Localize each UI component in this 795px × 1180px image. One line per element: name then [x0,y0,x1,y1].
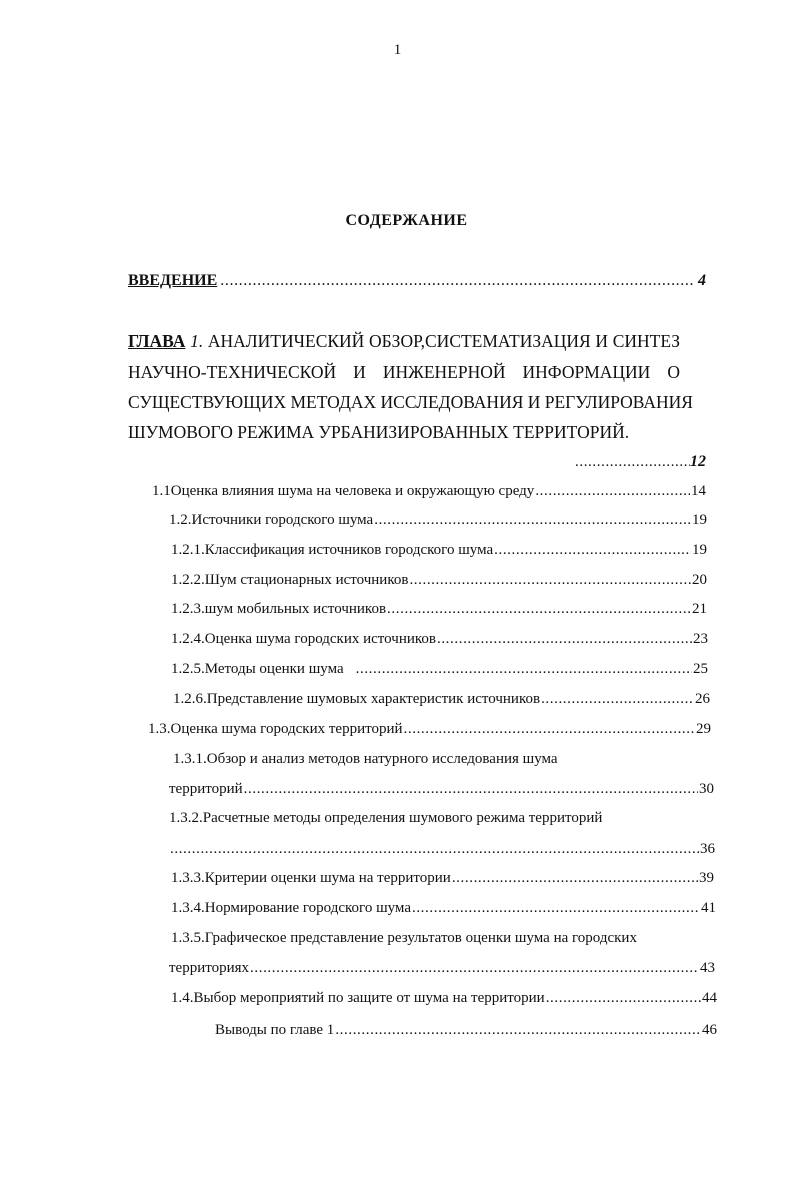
toc-entry-label: 1.1Оценка влияния шума на человека и окружающую среду [152,483,535,499]
toc-entry-label: 1.2.3.шум мобильных источников [171,601,387,617]
toc-entry-label: 1.2.2.Шум стационарных источников [171,572,409,588]
dot-leader [437,631,692,648]
dot-leader [575,454,690,471]
chapter-heading-line-4: ШУМОВОГО РЕЖИМА УРБАНИЗИРОВАННЫХ ТЕРРИТОРИЙ. [128,422,630,442]
toc-entry [171,601,707,618]
toc-entry-label: 1.2.4.Оценка шума городских источников [171,631,436,647]
dot-leader [170,841,699,858]
toc-entry [148,721,711,738]
toc-entry-page: 30 [699,781,714,797]
toc-entry [152,483,706,500]
dot-leader [409,572,691,589]
toc-entry-label: 1.2.1.Классификация источников городского шума [171,542,494,558]
toc-entry [171,900,716,917]
dot-leader [250,960,699,977]
toc-entry-page: 14 [691,483,706,499]
toc-entry-page: 19 [692,512,707,528]
dot-leader [535,483,690,500]
dot-leader [335,1022,701,1039]
toc-entry-label: 1.2.Источники городского шума [169,512,374,528]
chapter-heading-line-3: СУЩЕСТВУЮЩИХ МЕТОДАХ ИССЛЕДОВАНИЯ И РЕГУЛИРОВАНИЯ [128,392,693,412]
toc-entry [171,661,708,678]
dot-leader [356,661,692,678]
toc-entry [171,870,714,887]
page-number: 1 [393,42,402,58]
dot-leader [541,691,694,708]
toc-entry-introduction [128,272,706,290]
intro-page: 4 [698,272,706,289]
toc-entry-label: 1.3.3.Критерии оценки шума на территории [171,870,451,886]
toc-entry-page: 19 [692,542,707,558]
toc-entry-page: 21 [692,601,707,617]
toc-entry-page: 20 [692,572,707,588]
dot-leader [244,781,698,798]
toc-entry [169,781,714,798]
dot-leader [452,870,698,887]
toc-entry-label: 1.2.6.Представление шумовых характеристик источников [173,691,541,707]
dot-leader [412,900,700,917]
toc-entry [169,960,715,977]
chapter-heading-line-2: НАУЧНО-ТЕХНИЧЕСКОЙ И ИНЖЕНЕРНОЙ ИНФОРМАЦИИ О [128,362,680,382]
dot-leader [494,542,691,559]
toc-entry-page: 44 [702,990,717,1006]
toc-entry [171,542,707,559]
intro-label: ВВЕДЕНИЕ [128,272,218,289]
toc-entry-label: 1.3.2.Расчетные методы определения шумового режима территорий [169,810,603,826]
dot-leader [387,601,691,618]
chapter-number: 1. [185,331,204,351]
toc-entry [215,1022,717,1039]
toc-title: СОДЕРЖАНИЕ [345,212,468,229]
toc-entry-page: 41 [701,900,716,916]
toc-entry [171,990,717,1007]
toc-entry-page: 29 [696,721,711,737]
toc-entry-label: 1.3.1.Обзор и анализ методов натурного исследования шума [173,751,558,767]
dot-leader [220,272,695,290]
toc-entry [173,691,710,708]
dot-leader [374,512,691,529]
toc-entry-label: 1.4.Выбор мероприятий по защите от шума на территории [171,990,545,1006]
toc-entry-page: 39 [699,870,714,886]
chapter-page: 12 [690,453,706,470]
chapter-line-text: АНАЛИТИЧЕСКИЙ ОБЗОР,СИСТЕМАТИЗАЦИЯ И СИНТЕЗ [203,331,681,351]
toc-entry-label-cont: территориях [169,960,250,976]
chapter-lead: ГЛАВА [128,331,186,351]
dot-leader [546,990,701,1007]
toc-entry-label: 1.3.5.Графическое представление результатов оценки шума на городских [171,930,637,946]
dot-leader [404,721,695,738]
toc-entry [171,572,707,589]
toc-entry-label: 1.3.Оценка шума городских территорий [148,721,403,737]
toc-entry-label: 1.3.4.Нормирование городского шума [171,900,411,916]
toc-entry [171,631,708,648]
toc-entry-label-cont: территорий [169,781,243,797]
toc-entry-label: 1.2.5.Методы оценки шума [171,661,344,677]
toc-entry-page: 26 [695,691,710,707]
toc-entry [169,512,707,529]
toc-entry-page: 46 [702,1022,717,1038]
toc-entry-label: Выводы по главе 1 [215,1022,335,1038]
chapter-heading-line-1 [128,331,680,352]
toc-entry [169,841,715,858]
toc-entry-page: 23 [693,631,708,647]
toc-entry-page: 43 [700,960,715,976]
toc-entry-page: 25 [693,661,708,677]
chapter-page-ref [575,453,706,471]
toc-entry-page: 36 [700,841,715,857]
